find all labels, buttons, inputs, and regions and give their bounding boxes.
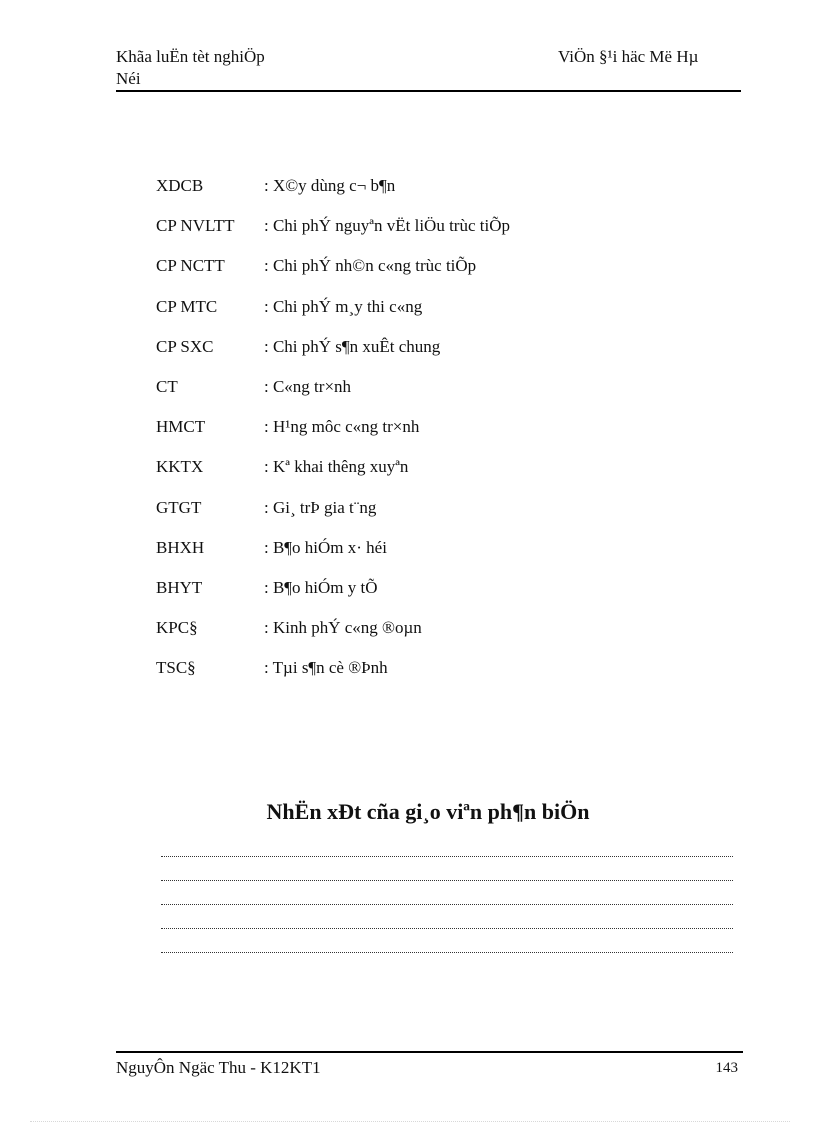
abbreviation-row bbox=[156, 206, 510, 246]
abbreviation-definition: : B¶o hiÓm y tÕ bbox=[264, 577, 378, 597]
page-bottom-border bbox=[30, 1121, 790, 1122]
abbreviation-term: CP SXC bbox=[156, 336, 214, 356]
header-left bbox=[116, 46, 265, 90]
abbreviation-term: BHXH bbox=[156, 537, 205, 557]
comment-dotted-line bbox=[161, 904, 733, 905]
abbreviation-definition: : Chi phÝ s¶n xuÊt chung bbox=[264, 336, 441, 356]
header-left-line1: Khãa luËn tèt nghiÖp bbox=[116, 47, 265, 66]
abbreviation-definition: : B¶o hiÓm x· héi bbox=[264, 537, 387, 557]
abbreviation-row bbox=[156, 648, 510, 688]
abbreviation-row bbox=[156, 287, 510, 327]
abbreviation-term: CP MTC bbox=[156, 296, 218, 316]
abbreviation-row bbox=[156, 568, 510, 608]
abbreviation-definition: : Chi phÝ nh©n c«ng trùc tiÕp bbox=[264, 256, 477, 276]
header-left-line2: Néi bbox=[116, 69, 141, 88]
abbreviation-term: HMCT bbox=[156, 417, 206, 437]
comment-dotted-line bbox=[161, 952, 733, 953]
abbreviation-definition: : Kª khai thêng xuyªn bbox=[264, 457, 409, 477]
abbreviation-row bbox=[156, 246, 510, 286]
abbreviation-term: XDCB bbox=[156, 176, 204, 196]
abbreviation-definition: : Kinh phÝ c«ng ®oµn bbox=[264, 618, 422, 638]
abbreviation-term: KKTX bbox=[156, 457, 204, 477]
abbreviation-definition: : Chi phÝ nguyªn vËt liÖu trùc tiÕp bbox=[264, 216, 510, 236]
abbreviation-list bbox=[156, 166, 510, 688]
abbreviation-definition: : H¹ng môc c«ng tr×nh bbox=[264, 417, 420, 437]
header-divider bbox=[116, 90, 741, 92]
abbreviation-definition: : Gi¸ trÞ gia t¨ng bbox=[264, 497, 377, 517]
abbreviation-definition: : Chi phÝ m¸y thi c«ng bbox=[264, 296, 423, 316]
abbreviation-term: CP NCTT bbox=[156, 256, 225, 276]
abbreviation-row bbox=[156, 528, 510, 568]
abbreviation-definition: : X©y dùng c¬ b¶n bbox=[264, 176, 396, 196]
abbreviation-row bbox=[156, 327, 510, 367]
abbreviation-term: GTGT bbox=[156, 497, 202, 517]
abbreviation-term: KPC§ bbox=[156, 618, 198, 638]
header-right: ViÖn §¹i häc Më Hµ bbox=[558, 47, 699, 66]
footer-author: NguyÔn Ngäc Thu - K12KT1 bbox=[116, 1058, 321, 1077]
abbreviation-definition: : C«ng tr×nh bbox=[264, 377, 352, 397]
abbreviation-term: BHYT bbox=[156, 577, 203, 597]
abbreviation-row bbox=[156, 367, 510, 407]
abbreviation-term: TSC§ bbox=[156, 658, 196, 678]
comment-dotted-line bbox=[161, 928, 733, 929]
abbreviation-definition: : Tµi s¶n cè ®Þnh bbox=[264, 658, 388, 678]
abbreviation-row bbox=[156, 488, 510, 528]
reviewer-comments-title: NhËn xÐt cña gi¸o viªn ph¶n biÖn bbox=[266, 799, 590, 824]
abbreviation-term: CT bbox=[156, 377, 178, 397]
comment-dotted-line bbox=[161, 856, 733, 857]
abbreviation-row bbox=[156, 407, 510, 447]
abbreviation-term: CP NVLTT bbox=[156, 216, 235, 236]
abbreviation-row bbox=[156, 608, 510, 648]
abbreviation-row bbox=[156, 166, 510, 206]
footer-divider bbox=[116, 1051, 743, 1053]
abbreviation-row bbox=[156, 447, 510, 487]
page-number: 143 bbox=[715, 1060, 738, 1076]
comment-dotted-line bbox=[161, 880, 733, 881]
